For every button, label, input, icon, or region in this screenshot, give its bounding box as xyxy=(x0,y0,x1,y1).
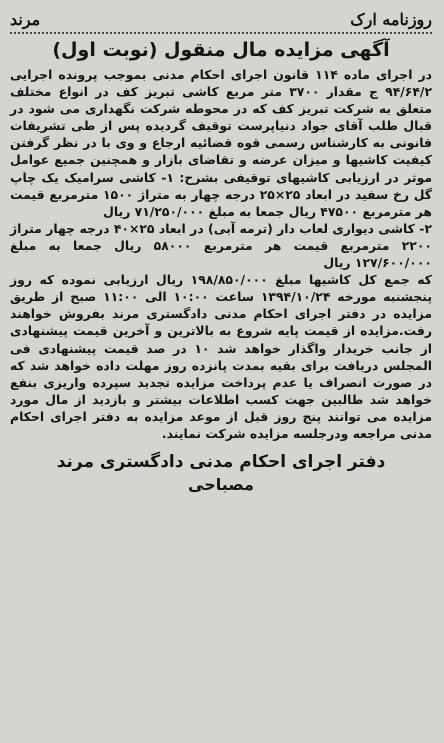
notice-body xyxy=(10,66,432,442)
notice-paragraph-3: که جمع کل کاشیها مبلغ ۱۹۸/۸۵۰/۰۰۰ ریال ارزیابی نموده که روز پنجشنبه مورخه ۱۳۹۴/۱۰/۲۴ ساعت ۱۰:۰۰ الی ۱۱:۰۰ صبح از طریق مزایده در دفتر اجرای احکام مدنی دادگستری مرند بفروش خواهند رفت.مزایده از قیمت پایه شروع به بالاترین و آخرین قیمت پیشنهادی از جانب خریدار واگذار خواهد شد ۱۰ در صد قیمت پیشنهادی فی المجلس دریافت برای بقیه بمدت پانزده روز مهلت داده خواهد شد که در صورت انصراف یا عدم پرداخت مزایده تجدید سپرده واریزی بنفع خواهد شد طالبین جهت کسب اطلاعات بیشتر و بازدید از مال مورد مزایده می توانند پنج روز قبل از موعد مزایده به دفتر اجرای احکام مدنی مراجعه ودرجلسه مزایده شرکت نمایند. xyxy=(10,272,433,441)
notice-signature xyxy=(10,450,432,496)
signature-office: دفتر اجرای احکام مدنی دادگستری مرند xyxy=(56,452,386,473)
signature-name: مصباحی xyxy=(188,475,254,495)
notice-paragraph-1: در اجرای ماده ۱۱۴ قانون اجرای احکام مدنی بموجب پرونده اجرایی ۹۴/۶۴/۲ ج مقدار ۳۷۰۰ متر مربع کاشی تبریز کف در انواع مختلف متعلق به شرکت تبریز کف که در محوطه شرکت نگهداری می شود در قبال طلب آقای جواد دنیاپرست توقیف گردیده پس از طی تشریفات قانونی به کارشناس رسمی قوه قضائیه ارجاع و وی با در نظر گرفتن کیفیت کاشیها و میزان عرضه و تقاضای بازار و همچنین جمیع عوامل موثر در ارزیابی کاشیهای توقیفی بشرح: ۱- کاشی سرامیک یک چاپ گل رخ سفید در ابعاد ۲۵×۲۵ درجه چهار به متراژ ۱۵۰۰ مترمربع قیمت هر مترمربع ۴۷۵۰۰ ریال جمعا به مبلغ ۷۱/۲۵۰/۰۰۰ ریال xyxy=(10,67,433,219)
city-name: مرند xyxy=(10,9,41,29)
notice-title: آگهی مزایده مال منقول (نوبت اول) xyxy=(52,39,390,61)
clipping-header xyxy=(10,6,432,34)
notice-paragraph-2: ۲- کاشی دیواری لعاب دار (ترمه آبی) در ابعاد ۲۵×۴۰ درجه چهار متراژ ۲۲۰۰ مترمربع قیمت هر مترمربع ۵۸۰۰۰ ریال جمعا به مبلغ ۱۲۷/۶۰۰/۰۰۰ ریال xyxy=(10,220,433,271)
newspaper-name: روزنامه ارک xyxy=(350,9,432,29)
